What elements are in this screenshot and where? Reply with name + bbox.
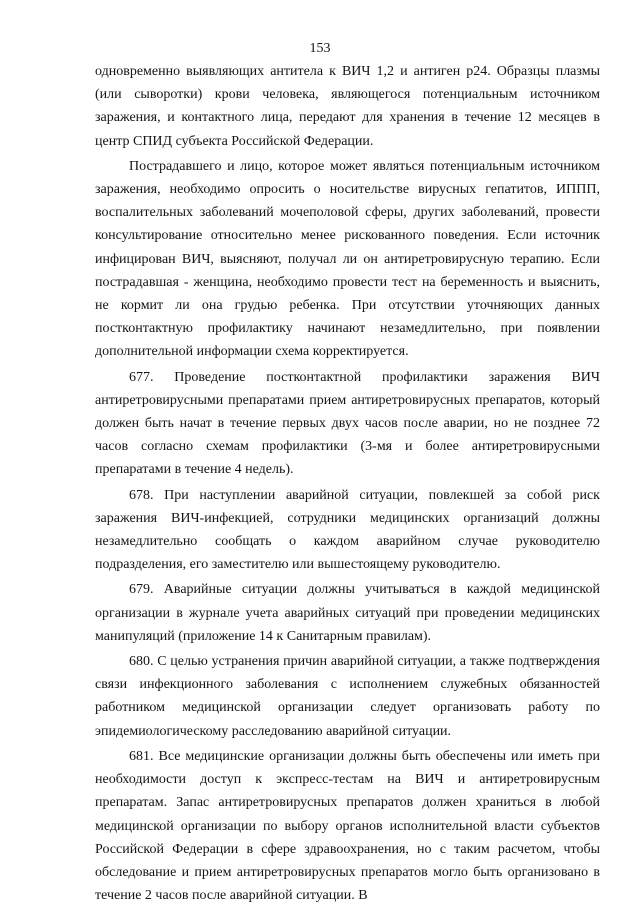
paragraph-677: 677. Проведение постконтактной профилактики заражения ВИЧ антиретровирусными препаратами прием антиретровирусных препаратов, который должен быть начат в течение первых двух часов после аварии, но не позднее 72 часов согласно схемам профилактики (3-мя и более антиретровирусными препаратами в течение 4 недель). <box>95 369 600 478</box>
page-number: 153 <box>309 41 331 56</box>
paragraph-681: 681. Все медицинские организации должны быть обеспечены или иметь при необходимости доступ к экспресс-тестам на ВИЧ и антиретровирусным препаратам. Запас антиретровирусных препаратов должен храниться в любой медицинской организации по выбору органов исполнительной власти субъектов Российской Федерации в сфере здравоохранения, но с таким расчетом, чтобы обследование и прием антиретровирусных препаратов могло быть организовано в течение 2 часов после аварийной ситуации. В <box>95 748 600 904</box>
paragraph-continuation: одновременно выявляющих антитела к ВИЧ 1,2 и антиген р24. Образцы плазмы (или сыворотки) крови человека, являющегося потенциальным источником заражения, и контактного лица, передают для хранения в течение 12 месяцев в центр СПИД субъекта Российской Федерации. <box>95 64 600 149</box>
document-body <box>95 60 600 907</box>
paragraph-678: 678. При наступлении аварийной ситуации, повлекшей за собой риск заражения ВИЧ-инфекцией, сотрудники медицинских организаций должны незамедлительно сообщать о каждом аварийном случае руководителю подразделения, его заместителю или вышестоящему руководителю. <box>95 487 600 573</box>
paragraph-interview: Пострадавшего и лицо, которое может являться потенциальным источником заражения, необходимо опросить о носительстве вирусных гепатитов, ИППП, воспалительных заболеваний мочеполовой сферы, других заболеваний, провести консультирование относительно менее рискованного поведения. Если источник инфицирован ВИЧ, выясняют, получал ли он антиретровирусную терапию. Если пострадавшая - женщина, необходимо провести тест на беременность и выяснить, не кормит ли она грудью ребенка. При отсутствии уточняющих данных постконтактную профилактику начинают незамедлительно, при появлении дополнительной информации схема корректируется. <box>95 158 600 360</box>
paragraph-680: 680. С целью устранения причин аварийной ситуации, а также подтверждения связи инфекционного заболевания с исполнением служебных обязанностей работником медицинской организации следует организовать работу по эпидемиологическому расследованию аварийной ситуации. <box>95 654 600 739</box>
paragraph-679: 679. Аварийные ситуации должны учитываться в каждой медицинской организации в журнале учета аварийных ситуаций при проведении медицинских манипуляций (приложение 14 к Санитарным правилам). <box>95 582 600 644</box>
